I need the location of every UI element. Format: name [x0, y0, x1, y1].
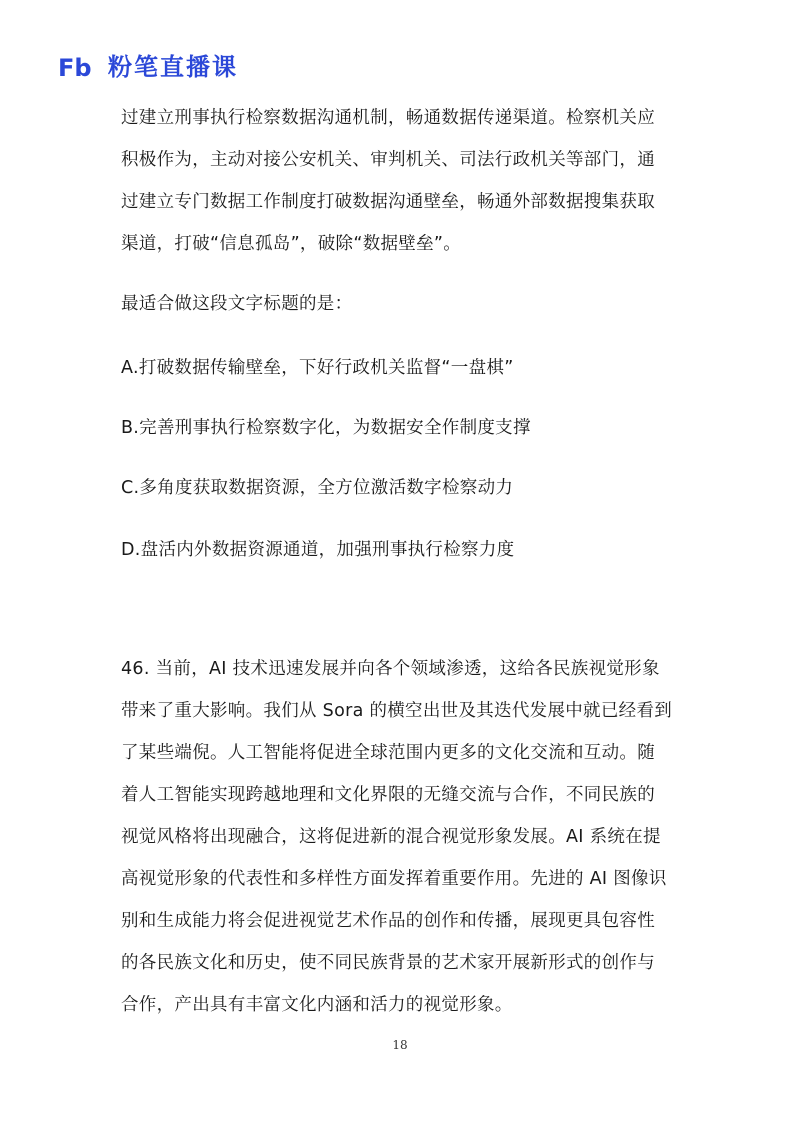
question-prompt-text: 最适合做这段文字标题的是： — [121, 294, 353, 314]
question-46-line: 46. 当前，AI 技术迅速发展并向各个领域渗透，这给各民族视觉形象 — [121, 659, 660, 679]
passage-line: 过建立专门数据工作制度打破数据沟通壁垒，畅通外部数据搜集获取 — [121, 192, 655, 212]
svg-text:Fb: Fb — [58, 54, 92, 82]
fenbi-logo-icon — [56, 52, 102, 82]
question-46-line: 别和生成能力将会促进视觉艺术作品的创作和传播，展现更具包容性 — [121, 911, 655, 931]
option-a[interactable]: A.打破数据传输壁垒，下好行政机关监督“一盘棋” — [121, 358, 514, 378]
question-46-line: 了某些端倪。人工智能将促进全球范围内更多的文化交流和互动。随 — [121, 743, 655, 763]
option-d[interactable]: D.盘活内外数据资源通道，加强刑事执行检察力度 — [121, 540, 515, 560]
passage-line: 渠道，打破“信息孤岛”，破除“数据壁垒”。 — [121, 234, 462, 254]
brand-name: 粉笔直播课 — [108, 53, 238, 81]
passage-line: 积极作为，主动对接公安机关、审判机关、司法行政机关等部门，通 — [121, 150, 655, 170]
option-b[interactable]: B.完善刑事执行检察数字化，为数据安全作制度支撑 — [121, 418, 531, 438]
question-46-line: 的各民族文化和历史，使不同民族背景的艺术家开展新形式的创作与 — [121, 953, 655, 973]
question-46-line: 视觉风格将出现融合，这将促进新的混合视觉形象发展。AI 系统在提 — [121, 827, 661, 847]
question-46-line: 带来了重大影响。我们从 Sora 的横空出世及其迭代发展中就已经看到 — [121, 701, 673, 721]
question-46-line: 合作，产出具有丰富文化内涵和活力的视觉形象。 — [121, 995, 513, 1015]
question-46-line: 高视觉形象的代表性和多样性方面发挥着重要作用。先进的 AI 图像识 — [121, 869, 667, 889]
page-number: 18 — [392, 1038, 408, 1052]
option-c[interactable]: C.多角度获取数据资源，全方位激活数字检察动力 — [121, 478, 514, 498]
passage-line: 过建立刑事执行检察数据沟通机制，畅通数据传递渠道。检察机关应 — [121, 108, 655, 128]
header — [56, 50, 238, 84]
question-46-line: 着人工智能实现跨越地理和文化界限的无缝交流与合作，不同民族的 — [121, 785, 655, 805]
